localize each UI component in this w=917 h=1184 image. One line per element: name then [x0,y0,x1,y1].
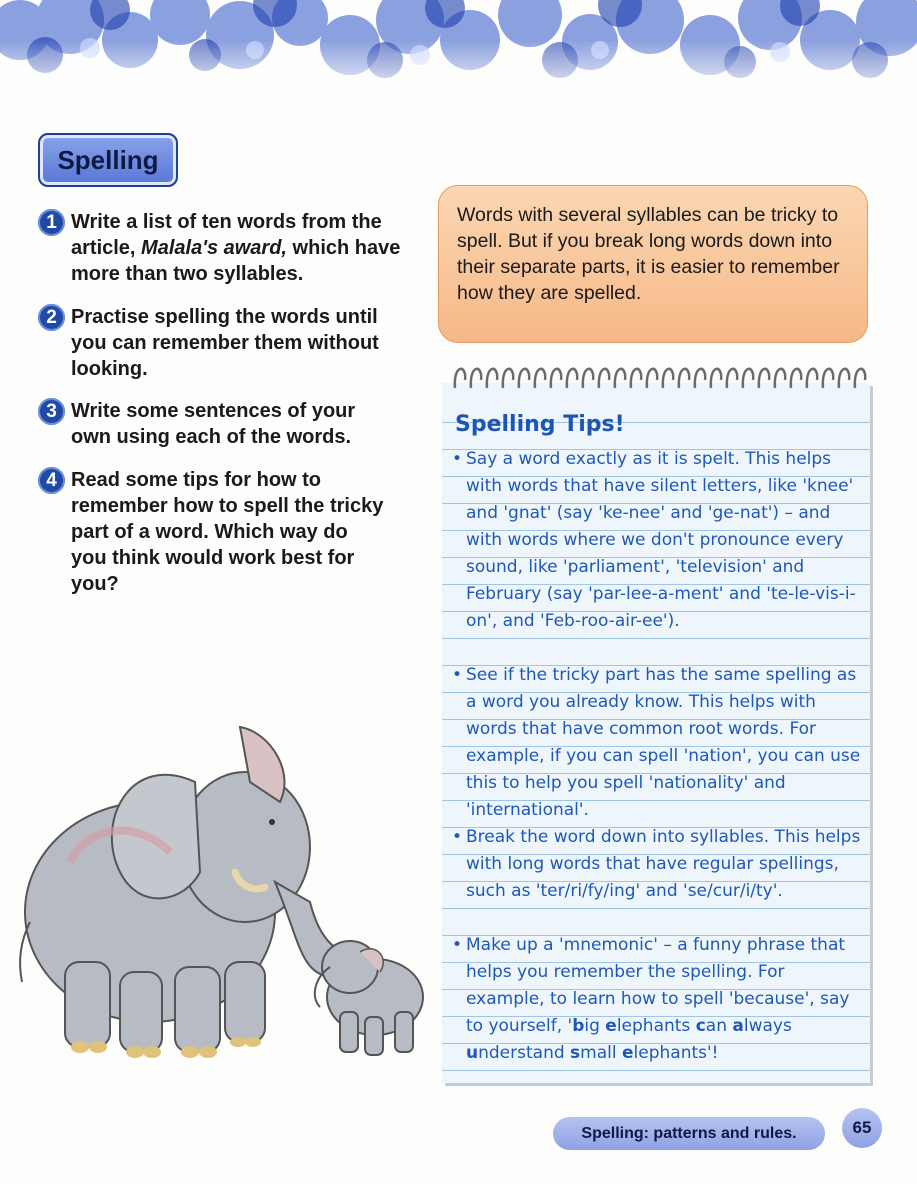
spiral-ring [679,369,689,388]
spiral-ring [839,369,849,388]
bullet: • [452,827,463,847]
task-text: Practise spelling the words until you can remember them without looking. [71,306,379,380]
tip-item [452,446,864,635]
task-3 [38,398,398,450]
tip-text: See if the tricky part has the same spelling as a word you already know. This helps with words that have common root words. For example, if you can spell 'nation', you can use this to help you spell 'nationality' and 'international'. [466,665,861,820]
spiral-ring [471,369,481,388]
task-number: 1 [38,209,65,236]
tip-text: Make up a 'mnemonic' – a funny phrase that helps you remember the spelling. For example, to learn how to spell 'because', say to yourself, 'big elephants can always understand small elephants'! [466,935,850,1063]
spiral-ring [695,369,705,388]
bullet: • [452,935,463,955]
tip-text: Say a word exactly as it is spelt. This helps with words that have silent letters, like 'knee' and 'gnat' (say 'ke-nee' and 'ge-nat') – and with words where we don't pronounce every sound, like 'parliament', 'television' and February (say 'par-lee-a-ment' and 'te-le-vis-i-on', and 'Feb-roo-air-ee'). [466,449,856,631]
spiral-ring [743,369,753,388]
spiral-ring [535,369,545,388]
bullet: • [452,449,463,469]
mnemonic-letter: a [732,1016,744,1036]
mnemonic-letter: e [622,1043,634,1063]
spiral-ring [791,369,801,388]
spiral-ring [631,369,641,388]
spiral-ring [663,369,673,388]
mnemonic-letter: e [605,1016,617,1036]
footer-chapter-label [553,1117,825,1150]
spiral-ring [551,369,561,388]
task-2 [38,304,418,382]
spiral-ring [567,369,577,388]
section-heading-label: Spelling [57,144,159,175]
spiral-ring [615,369,625,388]
task-1 [38,209,418,287]
spiral-ring [823,369,833,388]
spiral-ring [807,369,817,388]
page-number-text: 65 [852,1118,872,1137]
tip-item [452,824,864,905]
banner-fade [0,0,917,100]
spiral-ring [855,369,865,388]
spiral-ring [711,369,721,388]
article-title: Malala's award, [141,237,287,259]
task-number: 4 [38,467,65,494]
tip-item [452,662,864,824]
spiral-ring [455,369,465,388]
spiral-ring [759,369,769,388]
task-4 [38,467,388,597]
task-number: 2 [38,304,65,331]
mnemonic-letter: s [570,1043,581,1063]
tip-item [452,932,864,1067]
mnemonic-letter: b [572,1016,585,1036]
task-text: Write some sentences of your own using each of the words. [71,400,356,448]
mnemonic-letter: c [695,1016,706,1036]
footer-label-text: Spelling: patterns and rules. [581,1124,797,1142]
tips-title: Spelling Tips! [455,412,625,437]
spiral-ring [727,369,737,388]
spiral-binding [449,360,869,394]
section-heading [38,133,178,187]
spiral-ring [647,369,657,388]
spiral-ring [583,369,593,388]
tip-text: Break the word down into syllables. This helps with long words that have regular spellings, such as 'ter/ri/fy/ing' and 'se/cur/i/ty'. [466,827,861,901]
task-text: Read some tips for how to remember how to spell the tricky part of a word. Which way do you think would work best for you? [71,469,384,595]
spiral-ring [503,369,513,388]
task-number: 3 [38,398,65,425]
elephants-illustration [10,712,430,1072]
mnemonic-letter: u [466,1043,479,1063]
spiral-ring [519,369,529,388]
bullet: • [452,665,463,685]
spiral-ring [487,369,497,388]
page-number [842,1108,882,1148]
task-text: Write a list of ten words from the article, Malala's award, which have more than two syllables. [71,211,401,285]
info-box [438,185,868,343]
spiral-ring [599,369,609,388]
spiral-ring [775,369,785,388]
info-text: Words with several syllables can be tricky to spell. But if you break long words down into their separate parts, it is easier to remember how they are spelled. [457,204,840,304]
